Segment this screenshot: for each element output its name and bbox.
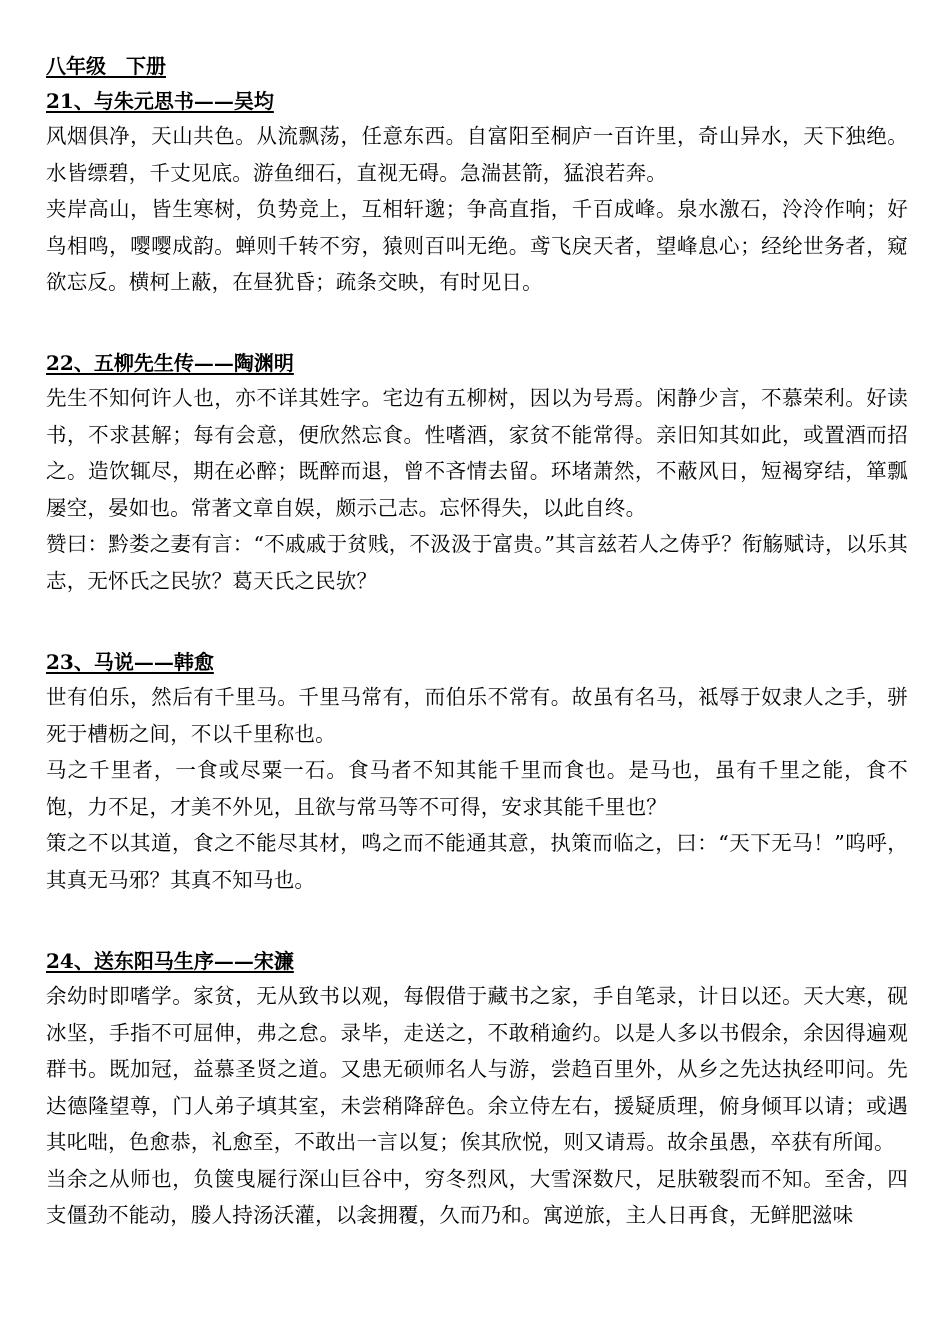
paragraph: 先生不知何许人也，亦不详其姓字。宅边有五柳树，因以为号焉。闲静少言，不慕荣利。好读书，不求甚解；每有会意，便欣然忘食。性嗜酒，家贫不能常得。亲旧知其如此，或置酒而招之。造饮辄尽，期在必醉；既醉而退，曾不吝情去留。环堵萧然，不蔽风日，短褐穿结，箪瓢屡空，晏如也。常著文章自娱，颇示己志。忘怀得失，以此自终。 <box>46 386 908 520</box>
section-title: 24、送东阳马生序——宋濂 <box>46 949 294 973</box>
section-23 <box>46 645 908 898</box>
section-24 <box>46 944 908 1234</box>
paragraph: 当余之从师也，负箧曳屣行深山巨谷中，穷冬烈风，大雪深数尺，足肤皲裂而不知。至舍，四支僵劲不能动，媵人持汤沃灌，以衾拥覆，久而乃和。寓逆旅，主人日再食，无鲜肥滋味 <box>46 1166 908 1227</box>
paragraph: 马之千里者，一食或尽粟一石。食马者不知其能千里而食也。是马也，虽有千里之能，食不饱，力不足，才美不外见，且欲与常马等不可得，安求其能千里也？ <box>46 758 908 819</box>
section-title: 22、五柳先生传——陶渊明 <box>46 351 294 375</box>
paragraph: 策之不以其道，食之不能尽其材，鸣之而不能通其意，执策而临之，曰：“天下无马！”呜呼，其真无马邪？其真不知马也。 <box>46 831 908 892</box>
section-title: 23、马说——韩愈 <box>46 650 214 674</box>
grade-heading: 八年级 下册 <box>46 54 166 78</box>
paragraph: 余幼时即嗜学。家贫，无从致书以观，每假借于藏书之家，手自笔录，计日以还。天大寒，砚冰坚，手指不可屈伸，弗之怠。录毕，走送之，不敢稍逾约。以是人多以书假余，余因得遍观群书。既加冠，益慕圣贤之道。又患无硕师名人与游，尝趋百里外，从乡之先达执经叩问。先达德隆望尊，门人弟子填其室，未尝稍降辞色。余立侍左右，援疑质理，俯身倾耳以请；或遇其叱咄，色愈恭，礼愈至，不敢出一言以复；俟其欣悦，则又请焉。故余虽愚，卒获有所闻。 <box>46 984 908 1154</box>
section-title: 21、与朱元思书——吴均 <box>46 89 274 113</box>
paragraph: 夹岸高山，皆生寒树，负势竞上，互相轩邈；争高直指，千百成峰。泉水激石，泠泠作响；好鸟相鸣，嘤嘤成韵。蝉则千转不穷，猿则百叫无绝。鸢飞戾天者，望峰息心；经纶世务者，窥欲忘反。横柯上蔽，在昼犹昏；疏条交映，有时见日。 <box>46 197 908 294</box>
section-22 <box>46 346 908 599</box>
paragraph: 世有伯乐，然后有千里马。千里马常有，而伯乐不常有。故虽有名马，祗辱于奴隶人之手，骈死于槽枥之间，不以千里称也。 <box>46 685 908 746</box>
paragraph: 赞曰：黔娄之妻有言：“不戚戚于贫贱，不汲汲于富贵。”其言兹若人之俦乎？衔觞赋诗，以乐其志，无怀氏之民欤？葛天氏之民欤？ <box>46 532 908 593</box>
section-21 <box>46 84 908 301</box>
paragraph: 风烟俱净，天山共色。从流飘荡，任意东西。自富阳至桐庐一百许里，奇山异水，天下独绝。水皆缥碧，千丈见底。游鱼细石，直视无碍。急湍甚箭，猛浪若奔。 <box>46 124 908 185</box>
